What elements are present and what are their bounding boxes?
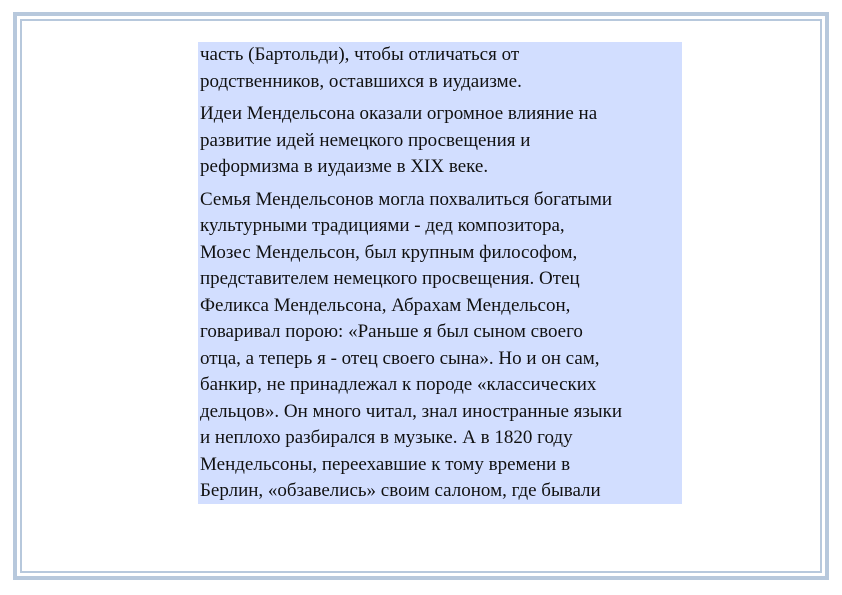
text-block (198, 42, 682, 504)
paragraph-family: Семья Мендельсонов могла похвалиться богатыми культурными традициями - дед композитора, Мозес Мендельсон, был крупным философом, представителем немецкого просвещения. Отец Феликса Мендельсона, Абрахам Мендельсон, говаривал порою: «Раньше я был сыном своего отца, а теперь я - отец своего сына». Но и он сам, банкир, не принадлежал к породе «классических дельцов». Он много читал, знал иностранные языки и неплохо разбирался в музыке. А в 1820 году Мендельсоны, переехавшие к тому времени в Берлин, «обзавелись» своим салоном, где бывали (200, 188, 623, 501)
paragraph-bartholdy: часть (Бартольди), чтобы отличаться от родственников, оставшихся в иудаизме. (200, 44, 522, 92)
paragraph-influence: Идеи Мендельсона оказали огромное влияние на развитие идей немецкого просвещения и реформизма в иудаизме в XIX веке. (200, 103, 598, 177)
